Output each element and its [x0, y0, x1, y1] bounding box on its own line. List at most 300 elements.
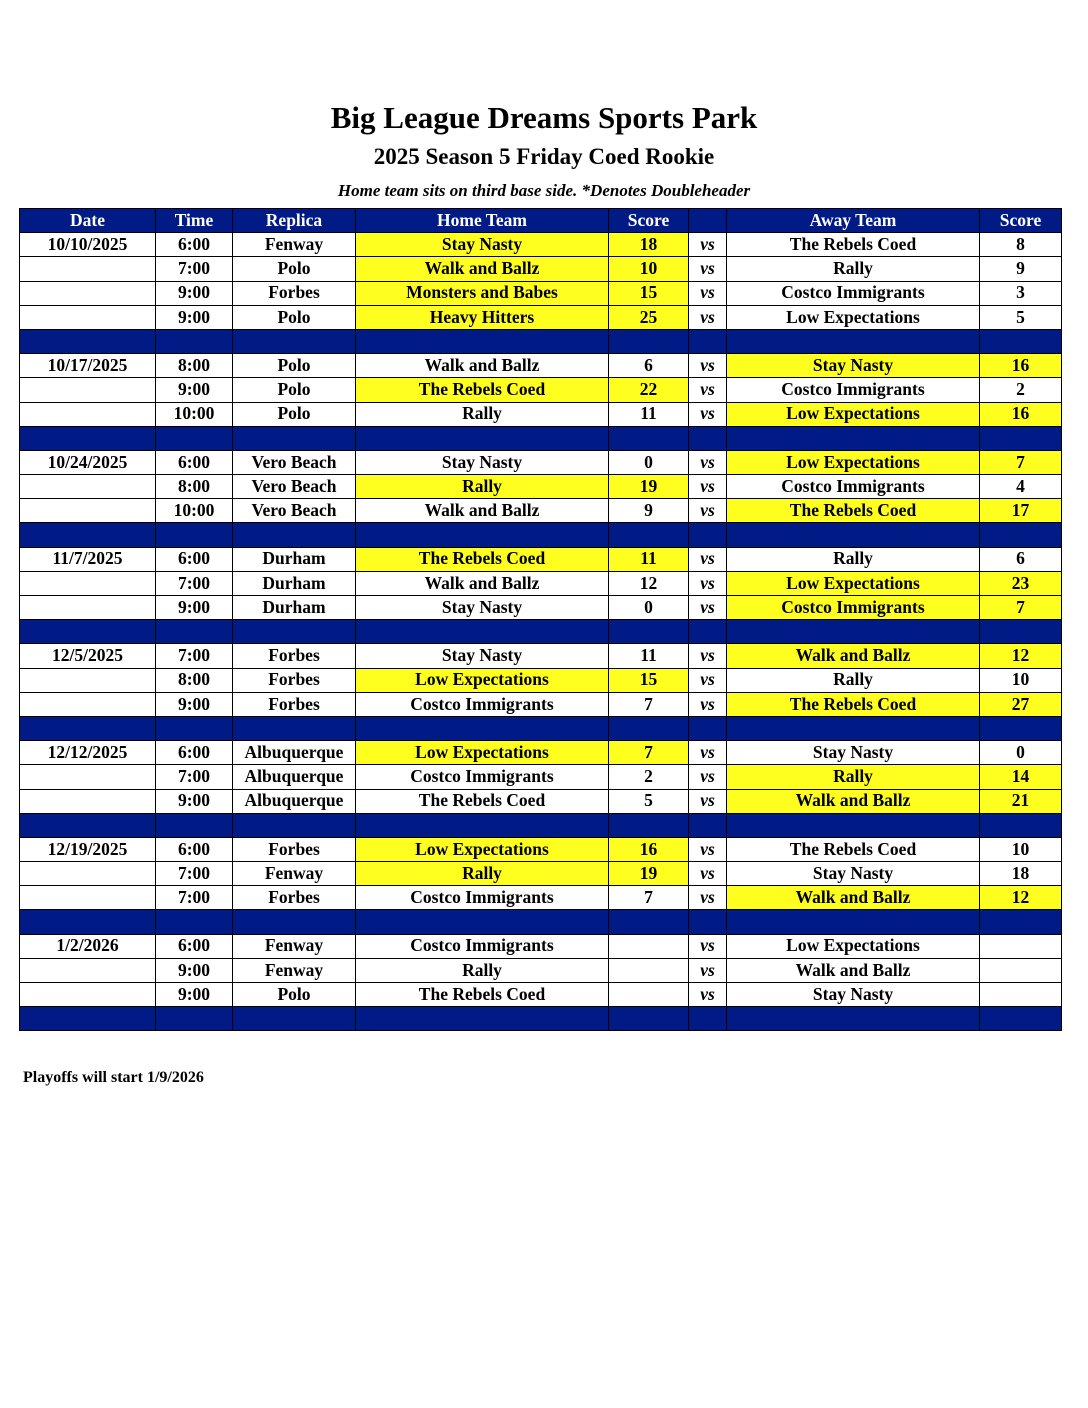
table-row [20, 789, 1062, 813]
table-row [20, 402, 1062, 426]
game-date-empty [20, 475, 156, 499]
away-team: Walk and Ballz [727, 886, 980, 910]
table-row [20, 233, 1062, 257]
separator-cell [233, 620, 356, 644]
separator-cell [609, 523, 689, 547]
table-row [20, 596, 1062, 620]
home-score: 10 [609, 257, 689, 281]
vs-label: vs [689, 378, 727, 402]
away-team: The Rebels Coed [727, 233, 980, 257]
home-team: Low Expectations [356, 837, 609, 861]
col-header-away-score: Score [980, 209, 1062, 233]
table-row [20, 692, 1062, 716]
away-team: Costco Immigrants [727, 281, 980, 305]
away-score: 27 [980, 692, 1062, 716]
vs-label: vs [689, 475, 727, 499]
home-score: 11 [609, 547, 689, 571]
home-score: 22 [609, 378, 689, 402]
game-replica: Fenway [233, 934, 356, 958]
away-team: The Rebels Coed [727, 837, 980, 861]
game-time: 8:00 [156, 668, 233, 692]
separator-cell [156, 716, 233, 740]
separator-cell [233, 426, 356, 450]
game-time: 8:00 [156, 475, 233, 499]
header-note: Home team sits on third base side. *Denotes Doubleheader [337, 181, 751, 200]
vs-label: vs [689, 596, 727, 620]
home-score: 0 [609, 450, 689, 474]
separator-cell [609, 813, 689, 837]
away-team: Costco Immigrants [727, 475, 980, 499]
game-replica: Polo [233, 257, 356, 281]
separator-cell [727, 910, 980, 934]
separator-cell [980, 620, 1062, 644]
home-score [609, 958, 689, 982]
game-replica: Fenway [233, 958, 356, 982]
away-team: Low Expectations [727, 305, 980, 329]
game-replica: Albuquerque [233, 765, 356, 789]
table-header-row [20, 209, 1062, 233]
page-subtitle: 2025 Season 5 Friday Coed Rookie [373, 144, 715, 169]
game-date-empty [20, 499, 156, 523]
game-date-empty [20, 886, 156, 910]
game-replica: Polo [233, 402, 356, 426]
away-team: Stay Nasty [727, 862, 980, 886]
separator-cell [609, 620, 689, 644]
home-team: Costco Immigrants [356, 886, 609, 910]
home-score: 25 [609, 305, 689, 329]
home-team: Walk and Ballz [356, 257, 609, 281]
vs-label: vs [689, 547, 727, 571]
game-date-empty [20, 378, 156, 402]
home-score: 15 [609, 281, 689, 305]
week-separator-row [20, 426, 1062, 450]
away-score: 10 [980, 837, 1062, 861]
separator-cell [609, 426, 689, 450]
table-row [20, 257, 1062, 281]
vs-label: vs [689, 862, 727, 886]
away-score: 0 [980, 741, 1062, 765]
game-date-empty [20, 958, 156, 982]
separator-cell [609, 910, 689, 934]
away-team: Rally [727, 668, 980, 692]
game-time: 6:00 [156, 741, 233, 765]
game-time: 10:00 [156, 402, 233, 426]
home-team: Stay Nasty [356, 644, 609, 668]
separator-cell [20, 523, 156, 547]
game-replica: Durham [233, 596, 356, 620]
separator-cell [156, 910, 233, 934]
home-team: Rally [356, 862, 609, 886]
away-team: Stay Nasty [727, 354, 980, 378]
vs-label: vs [689, 402, 727, 426]
game-time: 9:00 [156, 305, 233, 329]
vs-label: vs [689, 765, 727, 789]
game-date-empty [20, 571, 156, 595]
table-row [20, 354, 1062, 378]
vs-label: vs [689, 450, 727, 474]
away-score: 6 [980, 547, 1062, 571]
game-date-empty [20, 257, 156, 281]
vs-label: vs [689, 692, 727, 716]
game-replica: Albuquerque [233, 741, 356, 765]
vs-label: vs [689, 305, 727, 329]
col-header-replica: Replica [233, 209, 356, 233]
separator-cell [609, 1007, 689, 1031]
home-team: Stay Nasty [356, 596, 609, 620]
game-date: 11/7/2025 [20, 547, 156, 571]
home-team: Costco Immigrants [356, 692, 609, 716]
footer-note: Playoffs will start 1/9/2026 [23, 1069, 204, 1086]
home-team: Walk and Ballz [356, 499, 609, 523]
separator-cell [689, 910, 727, 934]
separator-cell [689, 426, 727, 450]
away-score: 16 [980, 402, 1062, 426]
away-score: 17 [980, 499, 1062, 523]
separator-cell [356, 716, 609, 740]
away-team: Low Expectations [727, 934, 980, 958]
home-team: Monsters and Babes [356, 281, 609, 305]
away-team: The Rebels Coed [727, 499, 980, 523]
separator-cell [20, 1007, 156, 1031]
home-score: 11 [609, 644, 689, 668]
game-date-empty [20, 862, 156, 886]
away-score: 7 [980, 596, 1062, 620]
game-time: 9:00 [156, 983, 233, 1007]
away-score: 21 [980, 789, 1062, 813]
home-score: 19 [609, 475, 689, 499]
vs-label: vs [689, 668, 727, 692]
table-row [20, 571, 1062, 595]
vs-label: vs [689, 983, 727, 1007]
separator-cell [356, 426, 609, 450]
vs-label: vs [689, 257, 727, 281]
separator-cell [356, 523, 609, 547]
table-row [20, 378, 1062, 402]
separator-cell [980, 813, 1062, 837]
vs-label: vs [689, 233, 727, 257]
separator-cell [20, 426, 156, 450]
home-score: 0 [609, 596, 689, 620]
game-time: 9:00 [156, 281, 233, 305]
separator-cell [980, 716, 1062, 740]
vs-label: vs [689, 354, 727, 378]
away-score: 5 [980, 305, 1062, 329]
separator-cell [356, 910, 609, 934]
game-date-empty [20, 668, 156, 692]
away-team: Walk and Ballz [727, 789, 980, 813]
separator-cell [156, 426, 233, 450]
game-replica: Fenway [233, 862, 356, 886]
away-score: 8 [980, 233, 1062, 257]
away-team: The Rebels Coed [727, 692, 980, 716]
game-replica: Forbes [233, 692, 356, 716]
separator-cell [233, 716, 356, 740]
col-header-vs [689, 209, 727, 233]
game-date: 12/5/2025 [20, 644, 156, 668]
table-row [20, 305, 1062, 329]
game-time: 7:00 [156, 644, 233, 668]
game-date: 10/10/2025 [20, 233, 156, 257]
separator-cell [727, 329, 980, 353]
home-score: 5 [609, 789, 689, 813]
separator-cell [980, 910, 1062, 934]
vs-label: vs [689, 886, 727, 910]
game-date-empty [20, 983, 156, 1007]
home-score [609, 983, 689, 1007]
week-separator-row [20, 329, 1062, 353]
home-team: Stay Nasty [356, 233, 609, 257]
table-row [20, 547, 1062, 571]
game-replica: Polo [233, 983, 356, 1007]
game-time: 7:00 [156, 862, 233, 886]
game-time: 6:00 [156, 233, 233, 257]
game-time: 9:00 [156, 378, 233, 402]
game-replica: Vero Beach [233, 450, 356, 474]
separator-cell [689, 813, 727, 837]
separator-cell [727, 813, 980, 837]
away-team: Rally [727, 765, 980, 789]
separator-cell [233, 523, 356, 547]
separator-cell [20, 716, 156, 740]
week-separator-row [20, 1007, 1062, 1031]
game-date-empty [20, 692, 156, 716]
game-replica: Fenway [233, 233, 356, 257]
separator-cell [980, 329, 1062, 353]
table-row [20, 886, 1062, 910]
separator-cell [20, 620, 156, 644]
separator-cell [689, 620, 727, 644]
game-time: 6:00 [156, 934, 233, 958]
away-team: Costco Immigrants [727, 596, 980, 620]
away-score: 14 [980, 765, 1062, 789]
game-time: 7:00 [156, 765, 233, 789]
game-replica: Polo [233, 305, 356, 329]
home-team: The Rebels Coed [356, 789, 609, 813]
away-team: Stay Nasty [727, 741, 980, 765]
home-team: Rally [356, 958, 609, 982]
home-score: 18 [609, 233, 689, 257]
week-separator-row [20, 716, 1062, 740]
away-team: Low Expectations [727, 450, 980, 474]
col-header-home-team: Home Team [356, 209, 609, 233]
away-score [980, 934, 1062, 958]
separator-cell [156, 523, 233, 547]
game-replica: Forbes [233, 281, 356, 305]
game-replica: Polo [233, 378, 356, 402]
vs-label: vs [689, 571, 727, 595]
home-score: 16 [609, 837, 689, 861]
game-replica: Forbes [233, 668, 356, 692]
away-team: Rally [727, 547, 980, 571]
home-score: 7 [609, 886, 689, 910]
game-time: 9:00 [156, 789, 233, 813]
separator-cell [727, 426, 980, 450]
home-team: Heavy Hitters [356, 305, 609, 329]
away-score: 18 [980, 862, 1062, 886]
home-score [609, 934, 689, 958]
table-row [20, 644, 1062, 668]
away-score: 7 [980, 450, 1062, 474]
game-date: 12/19/2025 [20, 837, 156, 861]
table-row [20, 934, 1062, 958]
game-date: 10/24/2025 [20, 450, 156, 474]
vs-label: vs [689, 281, 727, 305]
game-time: 6:00 [156, 547, 233, 571]
game-replica: Vero Beach [233, 475, 356, 499]
game-time: 9:00 [156, 692, 233, 716]
game-date-empty [20, 765, 156, 789]
game-date-empty [20, 789, 156, 813]
game-replica: Albuquerque [233, 789, 356, 813]
home-team: Stay Nasty [356, 450, 609, 474]
home-team: Walk and Ballz [356, 354, 609, 378]
away-team: Costco Immigrants [727, 378, 980, 402]
separator-cell [609, 329, 689, 353]
separator-cell [356, 813, 609, 837]
vs-label: vs [689, 837, 727, 861]
separator-cell [609, 716, 689, 740]
game-time: 6:00 [156, 450, 233, 474]
away-team: Low Expectations [727, 571, 980, 595]
away-team: Walk and Ballz [727, 958, 980, 982]
separator-cell [156, 813, 233, 837]
away-score: 12 [980, 886, 1062, 910]
game-date-empty [20, 596, 156, 620]
away-team: Walk and Ballz [727, 644, 980, 668]
home-team: The Rebels Coed [356, 983, 609, 1007]
away-score: 9 [980, 257, 1062, 281]
away-score [980, 958, 1062, 982]
separator-cell [20, 813, 156, 837]
game-replica: Vero Beach [233, 499, 356, 523]
game-date-empty [20, 305, 156, 329]
home-score: 11 [609, 402, 689, 426]
table-row [20, 862, 1062, 886]
game-time: 10:00 [156, 499, 233, 523]
separator-cell [156, 620, 233, 644]
home-score: 2 [609, 765, 689, 789]
away-score: 23 [980, 571, 1062, 595]
col-header-home-score: Score [609, 209, 689, 233]
separator-cell [20, 329, 156, 353]
away-team: Stay Nasty [727, 983, 980, 1007]
away-score: 16 [980, 354, 1062, 378]
table-row [20, 741, 1062, 765]
separator-cell [233, 910, 356, 934]
week-separator-row [20, 620, 1062, 644]
col-header-date: Date [20, 209, 156, 233]
home-score: 9 [609, 499, 689, 523]
separator-cell [727, 620, 980, 644]
away-score: 4 [980, 475, 1062, 499]
game-replica: Polo [233, 354, 356, 378]
separator-cell [356, 1007, 609, 1031]
table-row [20, 765, 1062, 789]
separator-cell [689, 523, 727, 547]
game-date: 1/2/2026 [20, 934, 156, 958]
home-score: 7 [609, 741, 689, 765]
page-title: Big League Dreams Sports Park [330, 100, 758, 135]
table-row [20, 837, 1062, 861]
table-row [20, 668, 1062, 692]
away-team: Rally [727, 257, 980, 281]
separator-cell [727, 523, 980, 547]
game-date-empty [20, 281, 156, 305]
home-team: Rally [356, 475, 609, 499]
home-team: Costco Immigrants [356, 934, 609, 958]
separator-cell [356, 329, 609, 353]
game-date: 10/17/2025 [20, 354, 156, 378]
separator-cell [689, 1007, 727, 1031]
table-row [20, 450, 1062, 474]
game-date: 12/12/2025 [20, 741, 156, 765]
vs-label: vs [689, 789, 727, 813]
game-replica: Durham [233, 547, 356, 571]
vs-label: vs [689, 958, 727, 982]
vs-label: vs [689, 499, 727, 523]
home-score: 15 [609, 668, 689, 692]
col-header-time: Time [156, 209, 233, 233]
separator-cell [233, 329, 356, 353]
table-row [20, 475, 1062, 499]
week-separator-row [20, 523, 1062, 547]
away-score: 2 [980, 378, 1062, 402]
away-score: 12 [980, 644, 1062, 668]
separator-cell [156, 329, 233, 353]
game-time: 7:00 [156, 571, 233, 595]
separator-cell [156, 1007, 233, 1031]
vs-label: vs [689, 934, 727, 958]
separator-cell [689, 716, 727, 740]
col-header-away-team: Away Team [727, 209, 980, 233]
game-replica: Forbes [233, 886, 356, 910]
away-score [980, 983, 1062, 1007]
game-time: 7:00 [156, 886, 233, 910]
game-time: 9:00 [156, 596, 233, 620]
away-team: Low Expectations [727, 402, 980, 426]
schedule-table [19, 208, 1062, 1031]
home-team: The Rebels Coed [356, 378, 609, 402]
home-team: Low Expectations [356, 741, 609, 765]
game-date-empty [20, 402, 156, 426]
week-separator-row [20, 813, 1062, 837]
table-row [20, 958, 1062, 982]
separator-cell [727, 1007, 980, 1031]
separator-cell [727, 716, 980, 740]
week-separator-row [20, 910, 1062, 934]
separator-cell [356, 620, 609, 644]
game-replica: Forbes [233, 837, 356, 861]
separator-cell [233, 1007, 356, 1031]
game-replica: Durham [233, 571, 356, 595]
home-team: The Rebels Coed [356, 547, 609, 571]
table-row [20, 281, 1062, 305]
vs-label: vs [689, 644, 727, 668]
table-row [20, 499, 1062, 523]
separator-cell [689, 329, 727, 353]
game-time: 9:00 [156, 958, 233, 982]
home-team: Rally [356, 402, 609, 426]
game-time: 7:00 [156, 257, 233, 281]
home-score: 12 [609, 571, 689, 595]
game-replica: Forbes [233, 644, 356, 668]
separator-cell [980, 426, 1062, 450]
separator-cell [980, 1007, 1062, 1031]
home-score: 19 [609, 862, 689, 886]
home-score: 7 [609, 692, 689, 716]
home-team: Costco Immigrants [356, 765, 609, 789]
away-score: 10 [980, 668, 1062, 692]
